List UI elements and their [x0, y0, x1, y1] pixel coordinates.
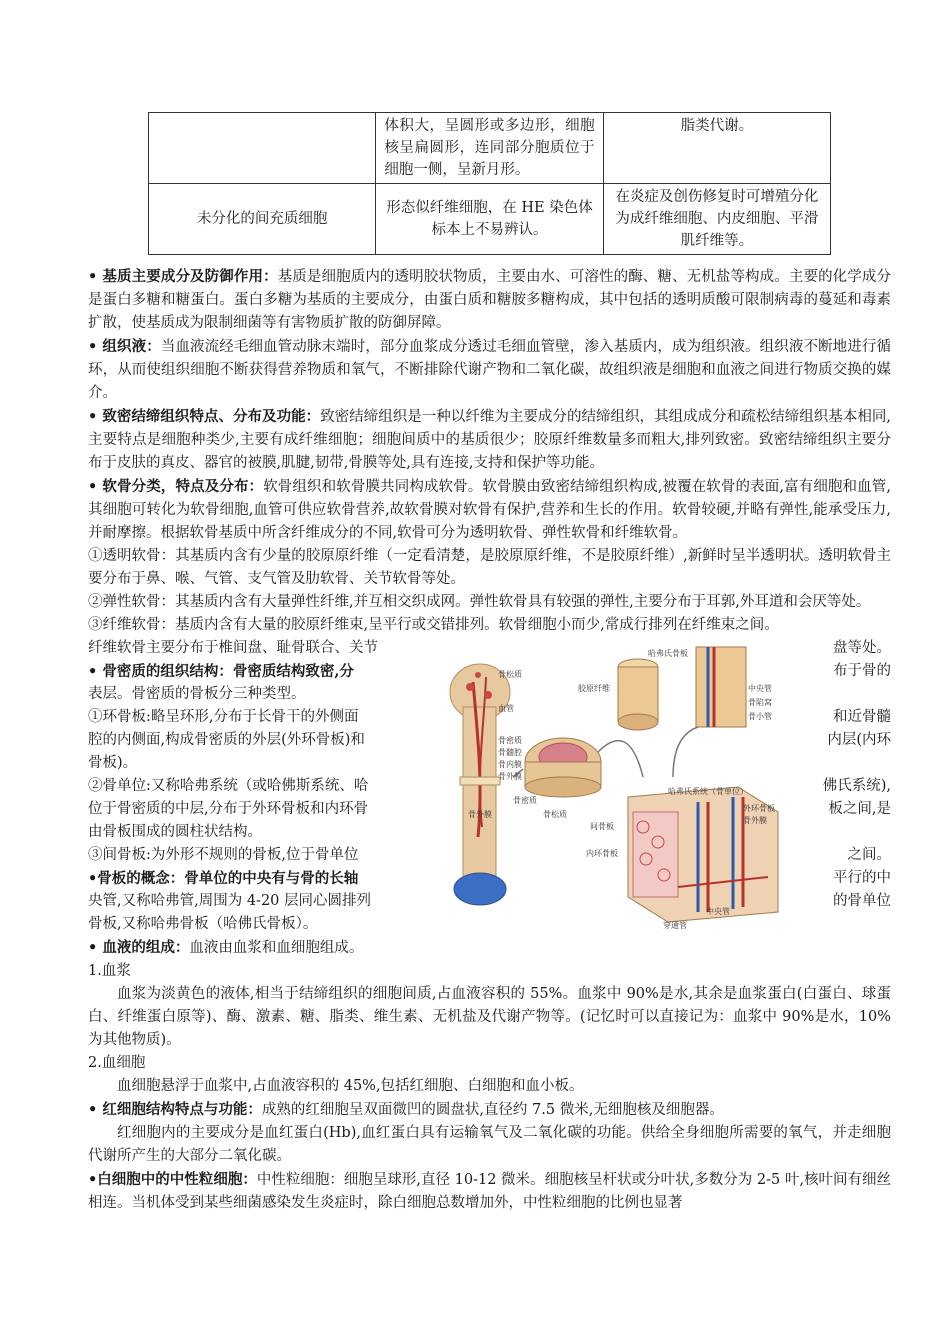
arrow-icon [673, 727, 698, 777]
wrap-line [813, 821, 891, 844]
cell-table [148, 112, 831, 255]
figure-label: 哈弗氏骨板 [648, 649, 688, 658]
wrap-line [88, 660, 418, 683]
figure-label: 中央管 [748, 684, 772, 693]
figure-label: 内环骨板 [586, 849, 618, 858]
wrap-line: ①环骨板:略呈环形,分布于长骨干的外侧面 [88, 709, 359, 725]
wrap-line: 佛氏系统), [822, 778, 891, 794]
paragraph-elastic: ②弹性软骨：其基质内含有大量弹性纤维,并互相交织成网。弹性软骨具有较强的弹性,主要分布于耳郭,外耳道和会厌等处。 [88, 594, 871, 610]
table-cell-function: 脂类代谢。 [603, 113, 830, 184]
wrap-line: 表层。骨密质的骨板分三种类型。 [88, 686, 306, 702]
figure-label: 骨密质 [513, 796, 537, 805]
heading-cartilage: • 软骨分类，特点及分布： [88, 478, 264, 495]
wrap-line: 盘等处。 [833, 640, 891, 656]
heading-blood: • 血液的组成： [88, 939, 190, 956]
paragraph-rbc [88, 1098, 891, 1122]
paragraph-dense [88, 405, 891, 475]
text-wbc: 中性粒细胞：细胞呈球形,直径 10-12 微米。细胞核呈杆状或分叶状,多数分为 2-5 叶,核叶间有细丝相连。当机体受到某些细菌感染发生炎症时，除白细胞总数增加外，中性粒细胞的比例也显著 [88, 1172, 891, 1211]
wrap-line: 的骨单位 [833, 893, 891, 909]
wrap-line [813, 913, 891, 936]
text-cartilage: 软骨组织和软骨膜共同构成软骨。软骨膜由致密结缔组织构成,被覆在软骨的表面,富有细胞和血管,其细胞可转化为软骨细胞,血管可供应软骨营养,故软骨膜对软骨有保护,营养和生长的作用。软骨较硬,并略有弹性,能承受压力,并耐摩擦。根据软骨基质中所含纤维成分的不同,软骨可分为透明软骨、弹性软骨和纤维软骨。 [88, 479, 891, 541]
wrap-line: ③间骨板:为外形不规则的骨板,位于骨单位 [88, 847, 359, 863]
paragraph-blood [88, 936, 891, 960]
heading-dense: • 致密结缔组织特点、分布及功能： [88, 408, 321, 425]
figure-label: 骨内膜 [498, 760, 522, 769]
heading-plasma: 1.血浆 [88, 963, 131, 979]
page [88, 112, 891, 1215]
table-row [149, 184, 831, 255]
wrap-line: 平行的中 [833, 870, 891, 886]
wrap-right-column [813, 637, 891, 936]
table-cell-name: 未分化的间充质细胞 [149, 184, 376, 255]
wrap-line: 由骨板围成的圆柱状结构。 [88, 824, 262, 840]
figure-label: 穿通管 [663, 921, 687, 930]
table-cell-shape: 形态似纤维细胞，在 HE 染色体标本上不易辨认。 [376, 184, 603, 255]
figure-label: 骨外膜 [743, 816, 767, 825]
wrap-line: 位于骨密质的中层,分布于外环骨板和内环骨 [88, 801, 369, 817]
wrap-line: 骨板,又称哈弗骨板（哈佛氏骨板）。 [88, 916, 318, 932]
figure-label: 骨松质 [498, 670, 522, 679]
bone-structure-figure [418, 637, 813, 930]
wrap-line: 之间。 [847, 847, 891, 863]
wrap-line: 骨板)。 [88, 755, 138, 771]
figure-label: 骨髓腔 [498, 748, 522, 757]
wrap-line [88, 867, 418, 890]
text-dense: 致密结缔组织是一种以纤维为主要成分的结缔组织，其组成成分和疏松结缔组织基本相同,主要特点是细胞种类少,主要有成纤维细胞；细胞间质中的基质很少；胶原纤维数量多而粗大,排列致密。致密结缔组织主要分布于皮肤的真皮、器官的被膜,肌腱,韧带,骨膜等处,具有连接,支持和保护等功能。 [88, 409, 891, 471]
wrap-line: 布于骨的 [833, 663, 891, 679]
heading-fluid: • 组织液： [88, 338, 161, 355]
arrow-icon [598, 741, 643, 777]
paragraph-plasma: 血浆为淡黄色的液体,相当于结缔组织的细胞间质,占血液容积的 55%。血浆中 90%是水,其余是血浆蛋白(白蛋白、球蛋白、纤维蛋白原等)、酶、激素、糖、脂类、维生素、无机盐及代谢产物等。(记忆时可以直接记为：血浆中 90%是水，10%为其他物质)。 [88, 986, 891, 1048]
text-matrix: 基质是细胞质内的透明胶状物质，主要由水、可溶性的酶、糖、无机盐等构成。主要的化学成分是蛋白多糖和糖蛋白。蛋白多糖为基质的主要成分，由蛋白质和糖胺多糖构成，其中包括的透明质酸可限制病毒的蔓延和毒素扩散，使基质成为限制细菌等有害物质扩散的防御屏障。 [88, 269, 891, 331]
paragraph-fluid [88, 335, 891, 405]
paragraph-hyaline: ①透明软骨：其基质内含有少量的胶原原纤维（一定看清楚，是胶原原纤维，不是胶原纤维）,新鲜时呈半透明状。透明软骨主要分布于鼻、喉、气管、支气管及肋软骨、关节软骨等处。 [88, 548, 891, 587]
figure-label: 外环骨板 [743, 804, 775, 813]
table-cell-function: 在炎症及创伤修复时可增殖分化为成纤维细胞、内皮细胞、平滑肌纤维等。 [603, 184, 830, 255]
wrap-line: 纤维软骨主要分布于椎间盘、耻骨联合、关节 [88, 640, 378, 656]
figure-label: 骨松质 [543, 810, 567, 819]
paragraph-fibrous: ③纤维软骨：基质内含有大量的胶原纤维束,呈平行或交错排列。软骨细胞小而少,常成行排列在纤维束之间。 [88, 617, 779, 633]
wrap-line [813, 683, 891, 706]
wrap-line [813, 752, 891, 775]
body-text [88, 265, 891, 1215]
text-fluid: 当血液流经毛细血管动脉末端时，部分血浆成分透过毛细血管壁，渗入基质内，成为组织液。组织液不断地进行循环，从而使组织细胞不断获得营养物质和氧气，不断排除代谢产物和二氧化碳，故组织液是细胞和血液之间进行物质交换的媒介。 [88, 339, 891, 401]
figure-label: 骨陷窝 [748, 698, 772, 707]
figure-label: 血管 [498, 704, 514, 713]
bone-title: • 骨密质的组织结构：骨密质结构致密,分 [88, 663, 354, 680]
figure-label: 哈弗氏系统（骨单位） [668, 787, 748, 796]
wrap-line: 央管,又称哈弗管,周围为 4-20 层同心圆排列 [88, 893, 372, 909]
table-cell-shape: 体积大，呈圆形或多边形，细胞核呈扁圆形，连同部分胞质位于细胞一侧，呈新月形。 [376, 113, 603, 184]
wrap-line: 板之间,是 [828, 801, 891, 817]
figure-label: 间骨板 [590, 822, 614, 831]
wrap-line: 和近骨髓 [833, 709, 891, 725]
text-blood: 血液由血浆和血细胞组成。 [189, 940, 364, 956]
table-cell-name [149, 113, 376, 184]
text-rbc: 成熟的红细胞呈双面微凹的圆盘状,直径约 7.5 微米,无细胞核及细胞器。 [261, 1102, 724, 1118]
paragraph-wbc [88, 1168, 891, 1215]
heading-rbc: • 红细胞结构特点与功能： [88, 1101, 262, 1118]
heading-wbc: •白细胞中的中性粒细胞： [88, 1171, 257, 1188]
table-row [149, 113, 831, 184]
figure-label: 胶原纤维 [578, 684, 610, 693]
wrap-line: 内层(内环 [827, 732, 891, 748]
wrap-line: 腔的内侧面,构成骨密质的外层(外环骨板)和 [88, 732, 365, 748]
wrap-line: ②骨单位:又称哈弗系统（或哈佛斯系统、哈 [88, 778, 369, 794]
heading-matrix: • 基质主要成分及防御作用： [88, 268, 278, 285]
paragraph-rbc-2: 红细胞内的主要成分是血红蛋白(Hb),血红蛋白具有运输氧气及二氧化碳的功能。供给全身细胞所需要的氧气，并走细胞代谢所产生的大部分二氧化碳。 [88, 1125, 891, 1164]
figure-label: 骨小管 [748, 712, 772, 721]
heading-blood-cells: 2.血细胞 [88, 1055, 146, 1071]
wrap-left-column [88, 637, 418, 936]
figure-label: 骨外膜 [468, 810, 492, 819]
figure-label: 骨密质 [498, 736, 522, 745]
lamella-title: •骨板的概念：骨单位的中央有与骨的长轴 [88, 870, 359, 887]
wrapped-section [88, 637, 891, 936]
figure-label: 中央管 [706, 907, 730, 916]
paragraph-blood-cells: 血细胞悬浮于血浆中,占血液容积的 45%,包括红细胞、白细胞和血小板。 [117, 1078, 584, 1094]
figure-label: 骨外膜 [498, 772, 522, 781]
paragraph-cartilage [88, 475, 891, 545]
paragraph-matrix [88, 265, 891, 335]
